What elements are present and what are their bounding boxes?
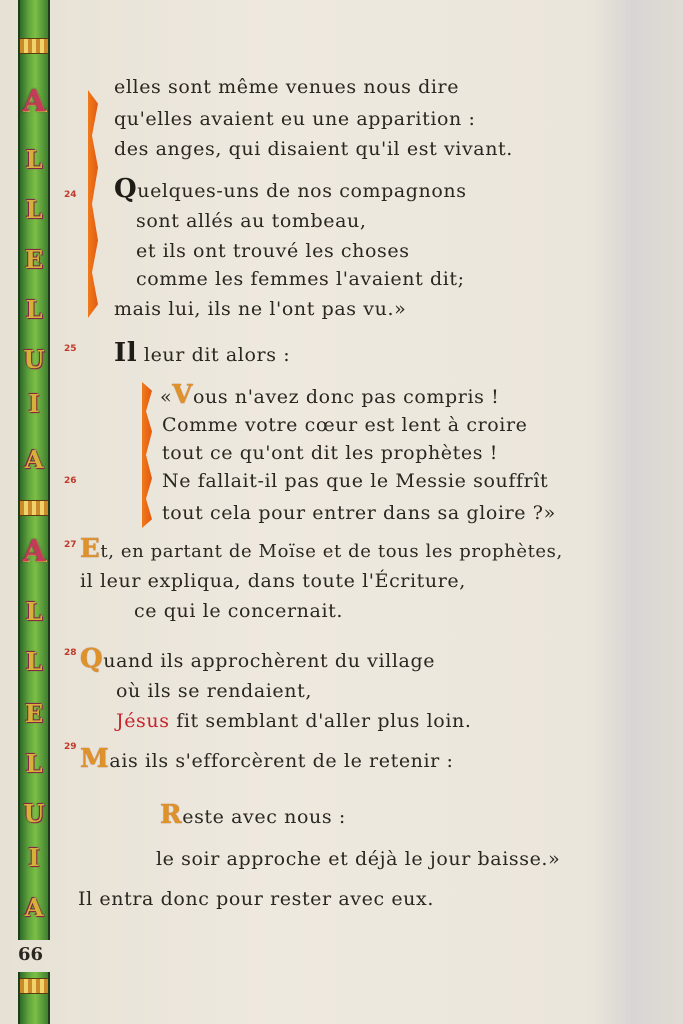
verse-bracket <box>142 382 152 528</box>
text-span: ais ils s'efforcèrent de le retenir : <box>109 750 454 772</box>
text-line: et ils ont trouvé les choses <box>136 240 410 262</box>
alleluia-border-bottom <box>18 972 50 1024</box>
drop-initial: E <box>80 534 101 564</box>
text-line: il leur expliqua, dans toute l'Écriture, <box>80 570 466 592</box>
border-letter: I <box>28 389 40 418</box>
border-letter: L <box>25 295 43 324</box>
border-band <box>20 38 48 54</box>
verse-number: 27 <box>64 540 77 550</box>
text-line: tout ce qu'ont dit les prophètes ! <box>162 442 498 464</box>
verse-number: 29 <box>64 742 77 752</box>
text-span: t, en partant de Moïse et de tous les prophètes, <box>100 541 563 562</box>
verse-number: 25 <box>64 344 77 354</box>
border-letter: L <box>25 145 43 174</box>
text-line: où ils se rendaient, <box>116 680 312 702</box>
verse-bracket <box>88 90 98 318</box>
border-letter: L <box>25 597 43 626</box>
text-span: leur dit alors : <box>137 344 291 366</box>
verse-number: 24 <box>64 190 77 200</box>
border-letter: I <box>28 843 40 872</box>
text-span: este avec nous : <box>182 806 346 828</box>
drop-initial: R <box>160 800 183 830</box>
border-letter: L <box>25 647 43 676</box>
text-line <box>114 174 467 204</box>
text-span: fit semblant d'aller plus loin. <box>169 710 472 732</box>
verse-number: 28 <box>64 648 77 658</box>
text-line: comme les femmes l'avaient dit; <box>136 268 465 290</box>
text-line: le soir approche et déjà le jour baisse.» <box>156 848 561 870</box>
text-line <box>114 338 290 368</box>
text-line: Il entra donc pour rester avec eux. <box>78 888 434 910</box>
border-letter: A <box>24 893 44 922</box>
alleluia-border <box>18 0 50 940</box>
text-line: elles sont même venues nous dire <box>114 76 460 98</box>
text-line <box>116 710 472 732</box>
verse-number: 26 <box>64 476 77 486</box>
text-line: Comme votre cœur est lent à croire <box>162 414 528 436</box>
border-letter: U <box>23 799 45 828</box>
text-line <box>80 744 454 774</box>
text-line <box>160 380 499 410</box>
drop-initial: Q <box>80 644 104 674</box>
border-letter: A <box>22 84 46 119</box>
page-shadow <box>593 0 683 1024</box>
border-letter: U <box>23 345 45 374</box>
text-line: tout cela pour entrer dans sa gloire ?» <box>162 502 556 524</box>
text-line: Ne fallait-il pas que le Messie souffrît <box>162 470 549 492</box>
border-letter: A <box>24 445 44 474</box>
border-letter: L <box>25 195 43 224</box>
text-line: des anges, qui disaient qu'il est vivant. <box>114 138 513 160</box>
border-band <box>20 978 48 994</box>
drop-initial: Il <box>114 338 138 368</box>
border-band <box>20 500 48 516</box>
page-number: 66 <box>18 944 44 965</box>
border-letter: E <box>24 699 44 728</box>
border-letter: E <box>24 245 44 274</box>
text-line <box>160 800 346 830</box>
text-line: mais lui, ils ne l'ont pas vu.» <box>114 298 407 320</box>
text-line <box>80 534 563 564</box>
text-line: qu'elles avaient eu une apparition : <box>114 108 476 130</box>
text-span: ous n'avez donc pas compris ! <box>193 386 500 408</box>
text-line: sont allés au tombeau, <box>136 210 367 232</box>
text-span: uelques-uns de nos compagnons <box>137 180 467 202</box>
rubric-word: Jésus <box>116 710 170 732</box>
text-span: uand ils approchèrent du village <box>103 650 436 672</box>
text-line: ce qui le concernait. <box>134 600 344 622</box>
drop-initial: Q <box>114 174 138 204</box>
text-line <box>80 644 435 674</box>
drop-initial: M <box>80 744 110 774</box>
open-quote: « <box>160 386 173 408</box>
border-letter: A <box>22 534 46 569</box>
drop-initial: V <box>172 380 194 410</box>
border-letter: L <box>25 749 43 778</box>
